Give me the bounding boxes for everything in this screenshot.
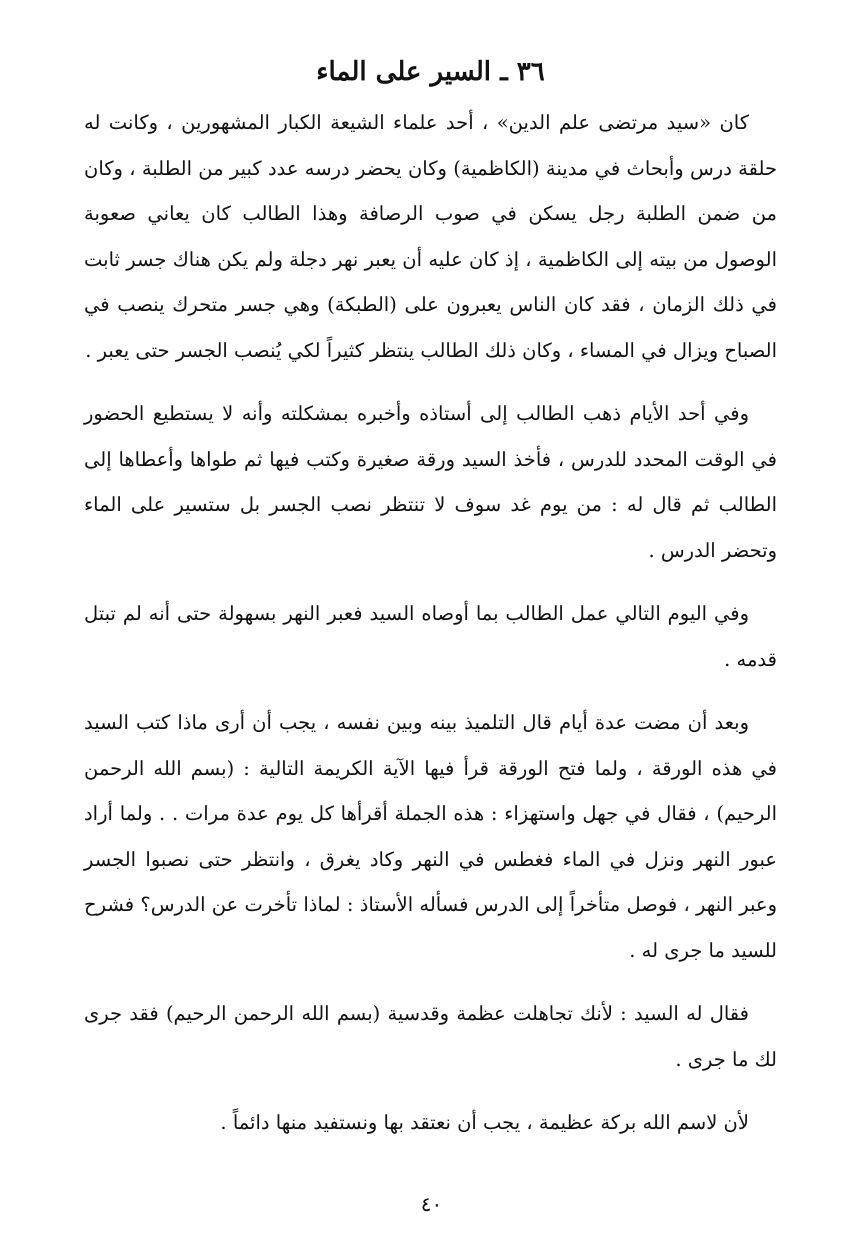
- paragraph-5: فقال له السيد : لأنك تجاهلت عظمة وقدسية (بسم الله الرحمن الرحيم) فقد جرى لك ما جرى .: [84, 1002, 777, 1071]
- paragraph-6: لأن لاسم الله بركة عظيمة ، يجب أن نعتقد بها ونستفيد منها دائماً .: [220, 1111, 749, 1134]
- paragraph-2: وفي أحد الأيام ذهب الطالب إلى أستاذه وأخبره بمشكلته وأنه لا يستطيع الحضور في الوقت المحدد للدرس ، فأخذ السيد ورقة صغيرة وكتب فيها ثم طواها وأعطاها إلى الطالب ثم قال له : من يوم غد سوف لا تنتظر نصب الجسر بل ستسير على الماء وتحضر الدرس .: [84, 402, 777, 562]
- paragraph-4: وبعد أن مضت عدة أيام قال التلميذ بينه وبين نفسه ، يجب أن أرى ماذا كتب السيد في هذه الورقة ، ولما فتح الورقة قرأ فيها الآية الكريمة التالية : (بسم الله الرحمن الرحيم) ، فقال في جهل واستهزاء : هذه الجملة أقرأها كل يوم عدة مرات . . ولما أراد عبور النهر ونزل في الماء فغطس في النهر وكاد يغرق ، وانتظر حتى نصبوا الجسر وعبر النهر ، فوصل متأخراً إلى الدرس فسأله الأستاذ : لماذا تأخرت عن الدرس؟ فشرح للسيد ما جرى له .: [84, 711, 777, 962]
- chapter-title: ٣٦ ـ السير على الماء: [316, 57, 545, 87]
- paragraph-1: كان «سيد مرتضى علم الدين» ، أحد علماء الشيعة الكبار المشهورين ، وكانت له حلقة درس وأبحاث في مدينة (الكاظمية) وكان يحضر درسه عدد كبير من الطلبة ، وكان من ضمن الطلبة رجل يسكن في صوب الرصافة وهذا الطالب كان يعاني صعوبة الوصول من بيته إلى الكاظمية ، إذ كان عليه أن يعبر نهر دجلة ولم يكن هناك جسر ثابت في ذلك الزمان ، فقد كان الناس يعبرون على (الطبكة) وهي جسر متحرك ينصب في الصباح ويزال في المساء ، وكان ذلك الطالب ينتظر كثيراً لكي يُنصب الجسر حتى يعبر .: [84, 111, 777, 362]
- paragraph-3: وفي اليوم التالي عمل الطالب بما أوصاه السيد فعبر النهر بسهولة حتى أنه لم تبتل قدمه .: [84, 602, 777, 671]
- page-number: ٤٠: [420, 1192, 443, 1216]
